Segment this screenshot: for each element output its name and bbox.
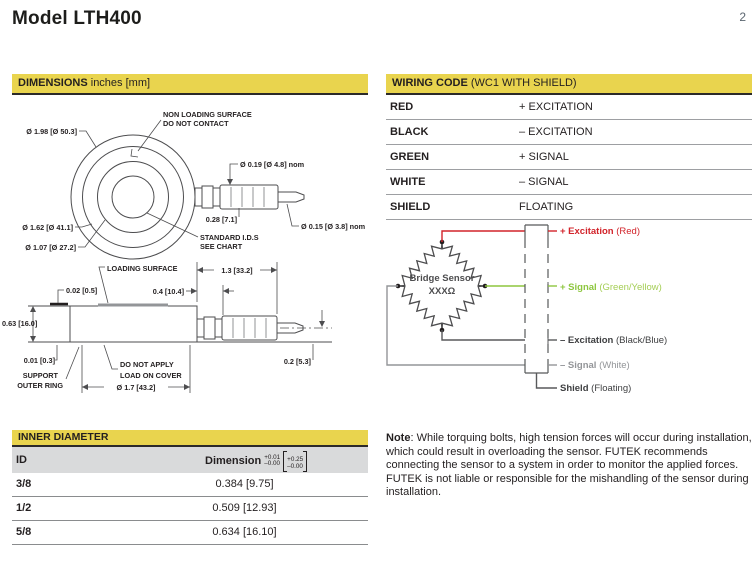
inner-diameter-row — [12, 521, 368, 545]
label-height: 0.63 [16.0] — [2, 319, 38, 328]
label-connector-len: 0.28 [7.1] — [205, 215, 237, 224]
wire-function: – EXCITATION — [519, 126, 593, 138]
label-hole-dia: Ø 1.07 [Ø 27.2] — [25, 243, 76, 252]
label-support-2: OUTER RING — [17, 381, 63, 390]
wiring-section — [386, 74, 752, 220]
tolerance-inches: +0.01 –0.00 — [264, 453, 281, 468]
cable-side-view — [197, 316, 332, 340]
label-outer-dia: Ø 1.98 [Ø 50.3] — [26, 127, 77, 136]
installation-note — [386, 432, 752, 500]
wiring-header-title: WIRING CODE — [392, 77, 468, 89]
tolerance-mm: +0.25 –0.00 — [287, 456, 304, 470]
wiring-row — [386, 120, 752, 145]
wire-function: – SIGNAL — [519, 176, 569, 188]
wiring-row — [386, 95, 752, 120]
inner-diameter-header — [12, 430, 368, 447]
wire-color: SHIELD — [390, 201, 431, 213]
wire-function: FLOATING — [519, 201, 574, 213]
wiring-header-subtitle: (WC1 WITH SHIELD) — [470, 77, 577, 89]
label-support-1: SUPPORT — [22, 371, 58, 380]
inner-diameter-section — [12, 430, 368, 545]
side-view — [2, 262, 332, 393]
wire-color: WHITE — [390, 176, 426, 188]
inner-diameter-row — [12, 497, 368, 521]
row-dimension: 0.384 [9.75] — [215, 478, 274, 490]
wire-label-neg-signal: – Signal (White) — [560, 360, 630, 371]
wire-color: GREEN — [390, 151, 430, 163]
label-step: 0.02 [0.5] — [66, 286, 98, 295]
dimensions-section — [12, 74, 368, 95]
row-dimension: 0.634 [16.10] — [212, 526, 277, 538]
wire-neg-signal — [387, 286, 525, 365]
column-dimension: Dimension +0.01 –0.00 +0.25 –0.00 — [205, 451, 307, 472]
note-text: : While torquing bolts, high tension forces will occur during installation, which could result in overloading the sensor. FUTEK recommends connecting the sensor to a system in order to monitor the applied forces. FUTEK is not liable or responsible for the mishandling of the sensor during installation. — [386, 432, 752, 498]
label-non-loading-2: DO NOT CONTACT — [163, 119, 229, 128]
wire-label-pos-excitation: + Excitation (Red) — [560, 226, 640, 237]
label-cable-dia: Ø 0.19 [Ø 4.8] nom — [240, 160, 305, 169]
wire-pos-excitation — [442, 231, 525, 242]
inner-diameter-column-headers — [12, 447, 368, 473]
wire-function: + EXCITATION — [519, 101, 593, 113]
dimensions-header — [12, 74, 368, 95]
label-cover-1: DO NOT APPLY — [120, 360, 174, 369]
wiring-row — [386, 145, 752, 170]
row-id: 3/8 — [16, 478, 32, 490]
page-title: Model LTH400 — [12, 8, 142, 29]
wire-color: BLACK — [390, 126, 429, 138]
label-ring-gap: 0.01 [0.3] — [23, 356, 55, 365]
inner-diameter-header-title: INNER DIAMETER — [18, 431, 109, 443]
label-mid-dia: Ø 1.62 [Ø 41.1] — [22, 223, 73, 232]
label-cable-height: 0.2 [5.3] — [283, 357, 311, 366]
label-cable-len: 1.3 [33.2] — [221, 266, 253, 275]
wire-shield — [537, 373, 558, 388]
wire-label-shield: Shield (Floating) — [560, 383, 632, 394]
wire-label-neg-excitation: – Excitation (Black/Blue) — [560, 335, 668, 346]
wire-neg-excitation — [442, 330, 525, 340]
dimensions-drawing — [0, 96, 378, 430]
label-tip-dia: Ø 0.15 [Ø 3.8] nom — [301, 222, 366, 231]
label-conn-len: 0.4 [10.4] — [152, 287, 184, 296]
wire-label-pos-signal: + Signal (Green/Yellow) — [560, 282, 662, 293]
wire-color: RED — [390, 101, 414, 113]
top-view — [22, 110, 365, 259]
cable-shield-tube — [525, 225, 548, 373]
dimensions-header-subtitle: inches [mm] — [90, 77, 151, 89]
row-dimension: 0.509 [12.93] — [212, 502, 277, 514]
dimensions-header-title: DIMENSIONS — [18, 77, 88, 89]
row-id: 1/2 — [16, 502, 32, 514]
tolerance-mm-bracket — [283, 451, 307, 472]
inner-diameter-row — [12, 473, 368, 497]
wiring-header — [386, 74, 752, 95]
label-loading-surface: LOADING SURFACE — [107, 264, 178, 273]
column-id: ID — [16, 454, 27, 466]
label-non-loading-1: NON LOADING SURFACE — [163, 110, 252, 119]
row-id: 5/8 — [16, 526, 32, 538]
note-label: Note — [386, 432, 411, 444]
label-cover-dia: Ø 1.7 [43.2] — [116, 383, 156, 392]
label-cover-2: LOAD ON COVER — [120, 371, 182, 380]
bridge-sensor-diagram — [378, 215, 756, 415]
bridge-label-1: Bridge Sensor — [409, 273, 475, 284]
bridge-label-2: XXXΩ — [428, 286, 456, 297]
wiring-row — [386, 170, 752, 195]
label-standard-ids-1: STANDARD I.D.S — [200, 233, 259, 242]
label-standard-ids-2: SEE CHART — [200, 242, 243, 251]
wire-function: + SIGNAL — [519, 151, 569, 163]
page-number: 2 — [739, 10, 746, 24]
